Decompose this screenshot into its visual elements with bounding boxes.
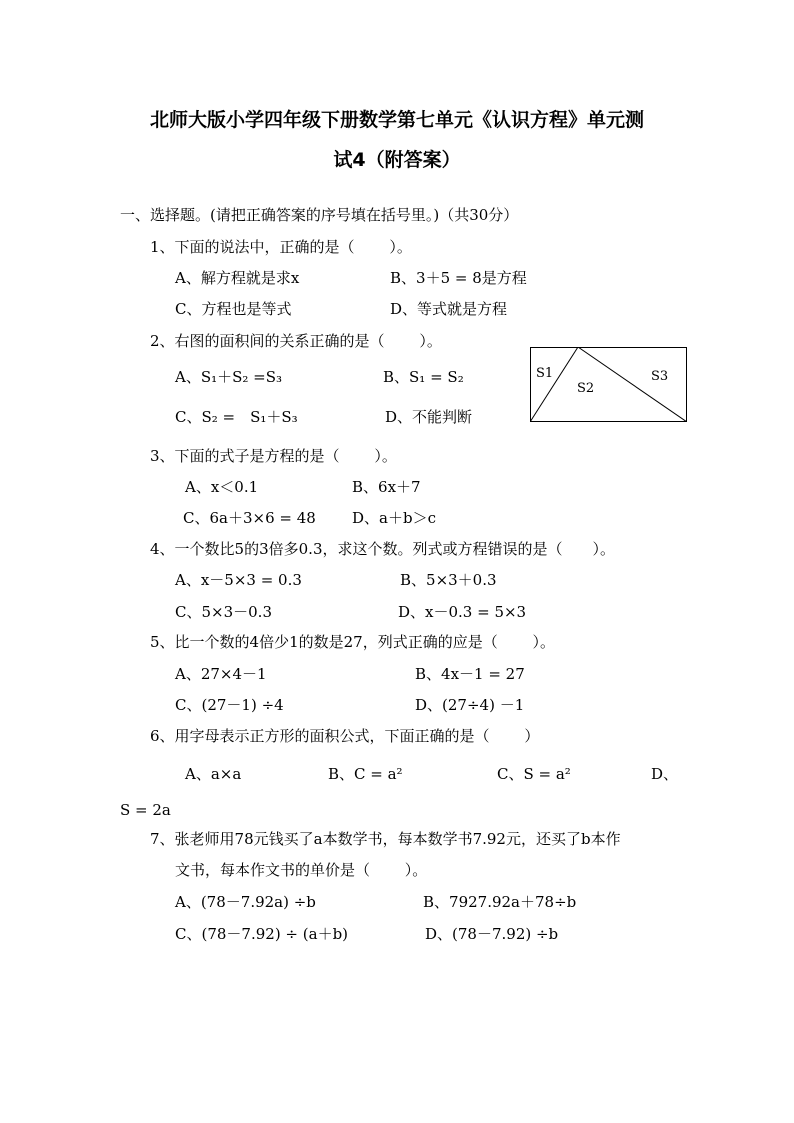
q5-option-d: D、(27÷4) －1 bbox=[415, 696, 525, 714]
q6-option-d: D、 bbox=[651, 765, 679, 783]
q6-option-c: C、S = a² bbox=[497, 765, 571, 783]
figure-label-s1: S1 bbox=[536, 366, 554, 381]
q6-option-d-continued: S = 2a bbox=[120, 801, 171, 819]
question-6-stem: 6、用字母表示正方形的面积公式，下面正确的是（ ） bbox=[150, 727, 540, 745]
section-heading: 一、选择题。(请把正确答案的序号填在括号里。)（共30分） bbox=[120, 206, 519, 224]
q1-option-d: D、等式就是方程 bbox=[390, 300, 508, 318]
question-4-stem: 4、一个数比5的3倍多0.3，求这个数。列式或方程错误的是（ ）。 bbox=[150, 540, 615, 558]
q1-option-b: B、3＋5 = 8是方程 bbox=[390, 269, 527, 287]
q2-option-b: B、S₁ = S₂ bbox=[383, 368, 464, 386]
question-7-stem: 7、张老师用78元钱买了a本数学书，每本数学书7.92元，还买了b本作 bbox=[150, 830, 621, 848]
q7-option-d: D、(78－7.92) ÷b bbox=[425, 925, 559, 943]
q7-option-c: C、(78－7.92) ÷ (a＋b) bbox=[175, 925, 349, 943]
area-figure bbox=[530, 347, 687, 422]
q3-option-c: C、6a＋3×6 = 48 bbox=[183, 509, 316, 527]
q6-option-b: B、C = a² bbox=[328, 765, 403, 783]
q2-option-d: D、不能判断 bbox=[385, 408, 473, 426]
document-title-line1: 北师大版小学四年级下册数学第七单元《认识方程》单元测 bbox=[149, 109, 644, 131]
question-3-stem: 3、下面的式子是方程的是（ ）。 bbox=[150, 447, 397, 465]
q1-option-c: C、方程也是等式 bbox=[175, 300, 292, 318]
question-2-stem: 2、右图的面积间的关系正确的是（ ）。 bbox=[150, 332, 442, 350]
figure-line-right bbox=[578, 347, 687, 422]
q4-option-a: A、x－5×3 = 0.3 bbox=[175, 571, 302, 589]
q4-option-d: D、x－0.3 = 5×3 bbox=[398, 603, 527, 621]
question-7-stem-continued: 文书，每本作文书的单价是（ ）。 bbox=[175, 861, 428, 879]
q5-option-c: C、(27－1) ÷4 bbox=[175, 696, 284, 714]
q3-option-a: A、x＜0.1 bbox=[185, 478, 259, 496]
question-1-stem: 1、下面的说法中，正确的是（ ）。 bbox=[150, 238, 412, 256]
q6-option-a: A、a×a bbox=[185, 765, 242, 783]
document-title-line2: 试4（附答案） bbox=[333, 149, 461, 171]
figure-label-s2: S2 bbox=[577, 381, 595, 396]
q2-option-a: A、S₁＋S₂ =S₃ bbox=[175, 368, 283, 386]
q4-option-b: B、5×3＋0.3 bbox=[400, 571, 497, 589]
question-5-stem: 5、比一个数的4倍少1的数是27，列式正确的应是（ ）。 bbox=[150, 633, 555, 651]
q1-option-a: A、解方程就是求x bbox=[175, 269, 300, 287]
q5-option-a: A、27×4－1 bbox=[175, 665, 267, 683]
figure-label-s3: S3 bbox=[651, 369, 669, 384]
q4-option-c: C、5×3－0.3 bbox=[175, 603, 272, 621]
q3-option-b: B、6x＋7 bbox=[352, 478, 421, 496]
q7-option-b: B、7927.92a＋78÷b bbox=[423, 893, 577, 911]
q2-option-c: C、S₂ = S₁＋S₃ bbox=[175, 408, 298, 426]
q5-option-b: B、4x－1 = 27 bbox=[415, 665, 525, 683]
q7-option-a: A、(78－7.92a) ÷b bbox=[175, 893, 316, 911]
figure-line-left bbox=[530, 347, 578, 422]
q3-option-d: D、a＋b＞c bbox=[352, 509, 436, 527]
